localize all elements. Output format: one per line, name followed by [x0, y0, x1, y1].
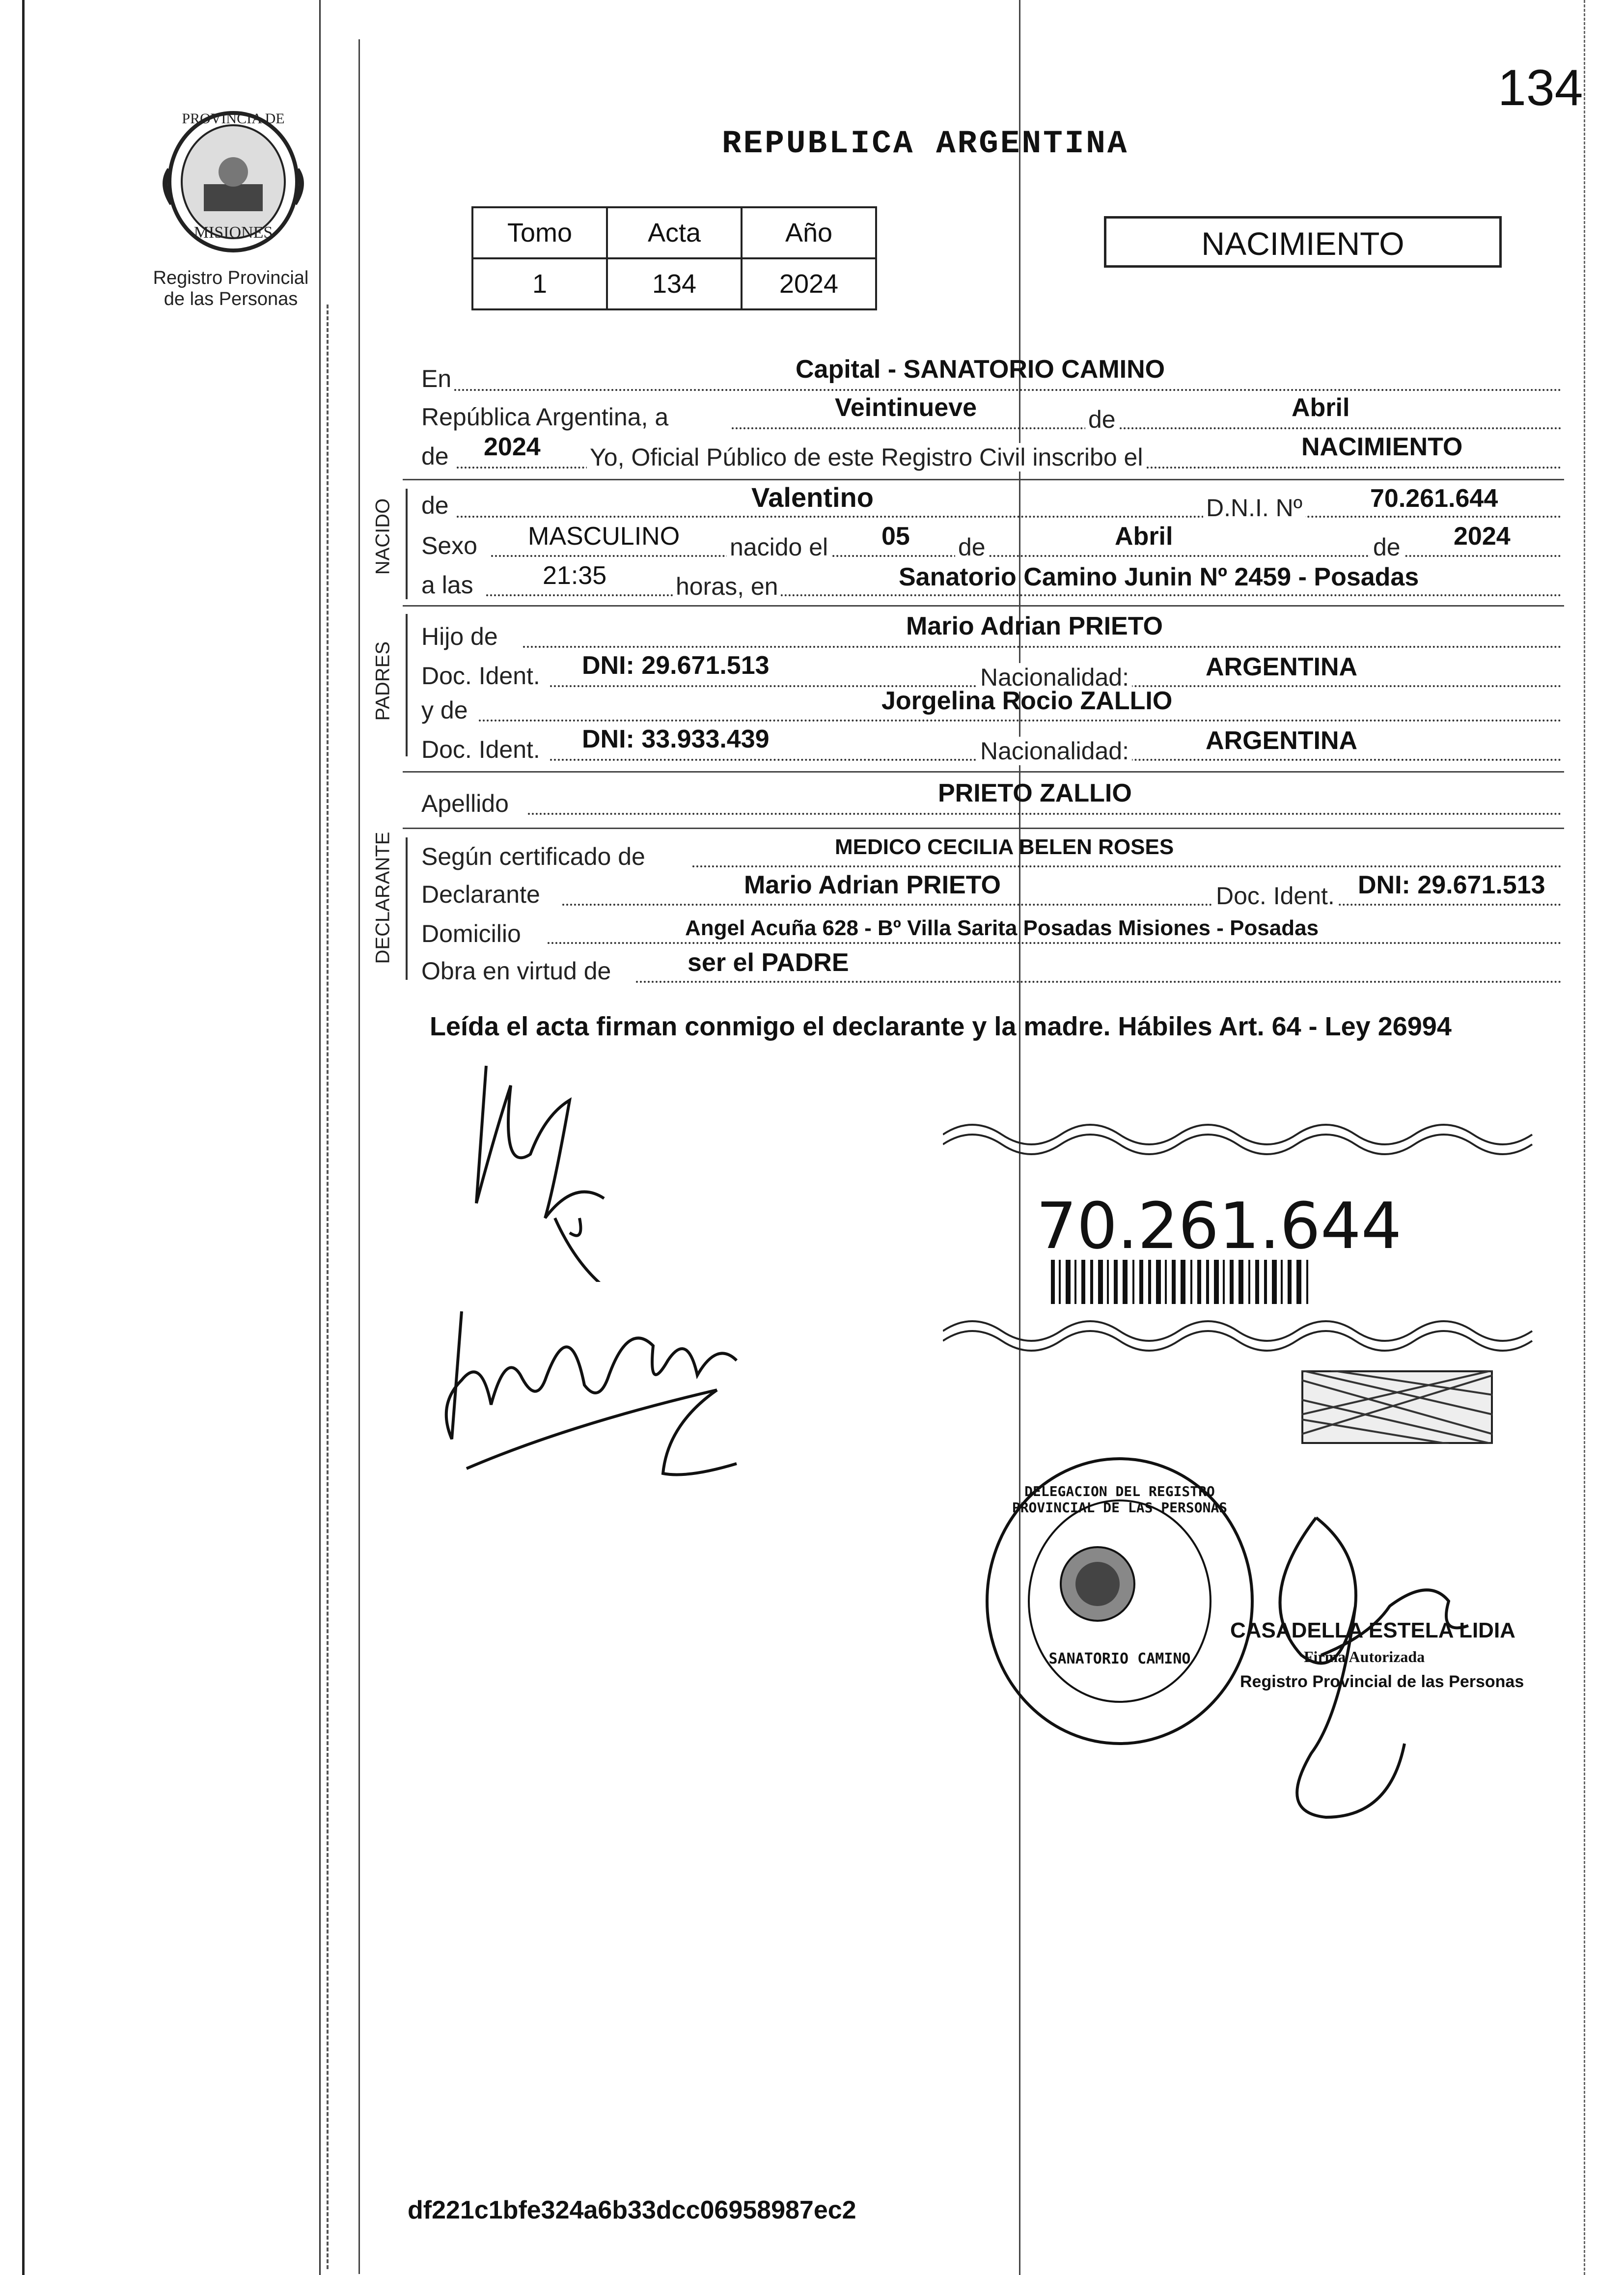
mother-nat-label: Nacionalidad: [977, 737, 1132, 765]
obra-label: Obra en virtud de [421, 957, 611, 985]
hijo-de-label: Hijo de [421, 623, 498, 650]
document-hash: df221c1bfe324a6b33dcc06958987ec2 [408, 2196, 856, 2224]
section-label-declarante: DECLARANTE [372, 832, 394, 964]
en-label: En [421, 365, 452, 392]
declarante-dots [562, 904, 1562, 906]
child-dni-value: 70.261.644 [1370, 484, 1498, 513]
declarant-signature [457, 1056, 633, 1282]
mother-nat-value: ARGENTINA [1206, 726, 1358, 755]
apellido-label: Apellido [421, 790, 509, 817]
section-label-nacido: NACIDO [372, 498, 394, 575]
sexo-value: MASCULINO [528, 522, 680, 551]
table-value-acta: 134 [607, 258, 742, 309]
a-las-label: a las [421, 571, 473, 599]
father-name-value: Mario Adrian PRIETO [906, 612, 1163, 640]
officer-text: Yo, Oficial Público de este Registro Civil inscribo el [587, 443, 1146, 472]
name-de-label: de [421, 492, 449, 519]
mother-dots [479, 720, 1562, 721]
official-registry: Registro Provincial de las Personas [1240, 1672, 1524, 1691]
table-header-ano: Año [742, 207, 876, 258]
document-title: REPUBLICA ARGENTINA [722, 125, 1129, 162]
stamp-inner-text: SANATORIO CAMINO [1048, 1650, 1191, 1667]
horas-label: horas, en [673, 572, 781, 601]
mother-doc-label: Doc. Ident. [421, 736, 540, 763]
year-value: 2024 [484, 433, 541, 461]
sexo-label: Sexo [421, 532, 477, 559]
segun-dots [692, 865, 1562, 867]
birth-day-value: 05 [881, 522, 910, 551]
father-doc-label: Doc. Ident. [421, 662, 540, 690]
child-name-value: Valentino [751, 482, 874, 513]
obra-value: ser el PADRE [688, 948, 849, 977]
table-header-acta: Acta [607, 207, 742, 258]
de-label: de [1085, 405, 1119, 434]
margin-line-1 [319, 0, 321, 2275]
page-number: 134 [1498, 59, 1583, 116]
mother-signature [422, 1292, 776, 1498]
birth-place-value: Sanatorio Camino Junin Nº 2459 - Posadas [899, 563, 1419, 591]
official-role: Firma Autorizada [1304, 1648, 1425, 1665]
table-header-tomo: Tomo [472, 207, 607, 258]
birth-de-label: de [955, 533, 989, 561]
official-name: CASADELLA ESTELA LIDIA [1230, 1618, 1515, 1642]
declarant-value: Mario Adrian PRIETO [744, 871, 1001, 899]
father-nat-label: Nacionalidad: [977, 663, 1132, 692]
table-value-ano: 2024 [742, 258, 876, 309]
declarante-bracket [406, 837, 408, 980]
place-value: Capital - SANATORIO CAMINO [796, 355, 1165, 384]
margin-line-2 [327, 305, 329, 2269]
section-rule-4 [403, 828, 1564, 829]
security-hologram [1301, 1370, 1493, 1444]
y-de-label: y de [421, 696, 468, 724]
section-rule-3 [403, 771, 1564, 773]
apellido-value: PRIETO ZALLIO [938, 779, 1132, 807]
declarant-doc-value: DNI: 29.671.513 [1358, 871, 1545, 899]
nacido-bracket [406, 489, 408, 599]
act-value: NACIMIENTO [1301, 433, 1463, 461]
republica-label: República Argentina, a [421, 403, 669, 431]
declarante-label: Declarante [421, 881, 540, 908]
stamp-outer-text: DELEGACION DEL REGISTRO PROVINCIAL DE LAS PERSONAS [1012, 1483, 1228, 1516]
birth-year-value: 2024 [1454, 522, 1511, 551]
obra-dots [636, 981, 1562, 983]
section-rule-2 [403, 605, 1564, 607]
declarant-doc-label: Doc. Ident. [1213, 882, 1338, 910]
certificate-value: MEDICO CECILIA BELEN ROSES [835, 835, 1174, 859]
segun-label: Según certificado de [421, 843, 645, 870]
domicilio-label: Domicilio [421, 920, 521, 947]
right-border-line [1584, 0, 1585, 2275]
table-value-tomo: 1 [472, 258, 607, 309]
father-nat-value: ARGENTINA [1206, 653, 1358, 681]
padres-bracket [406, 614, 408, 756]
father-doc-value: DNI: 29.671.513 [582, 651, 770, 680]
day-words-value: Veintinueve [835, 393, 977, 422]
seal-top-text: PROVINCIA DE [182, 111, 285, 127]
sticker-id-number: 70.261.644 [1036, 1189, 1402, 1263]
registry-name-line1: Registro Provincial [153, 268, 309, 288]
section-label-padres: PADRES [372, 641, 394, 721]
en-dots [454, 389, 1562, 391]
dni-label: D.N.I. Nº [1203, 494, 1305, 522]
mother-doc-value: DNI: 33.933.439 [582, 725, 770, 753]
act-type-label: NACIMIENTO [1201, 225, 1404, 262]
name-dots [457, 516, 1562, 518]
nacido-el-label: nacido el [727, 533, 831, 561]
de-year-label: de [421, 443, 449, 470]
address-value: Angel Acuña 628 - Bº Villa Sarita Posadas Misiones - Posadas [685, 916, 1319, 940]
closing-text: Leída el acta firman conmigo el declarante y la madre. Hábiles Art. 64 - Ley 26994 [430, 1012, 1452, 1041]
birth-month-value: Abril [1115, 522, 1173, 551]
birth-time-value: 21:35 [543, 561, 607, 590]
birth-de-year-label: de [1370, 533, 1404, 561]
apellido-dots [528, 813, 1562, 815]
margin-line-3 [358, 39, 360, 2274]
left-border-line [22, 0, 25, 2275]
month-value: Abril [1292, 393, 1350, 422]
father-dots [523, 646, 1562, 648]
mother-name-value: Jorgelina Rocio ZALLIO [881, 687, 1173, 715]
tomo-acta-ano-table [471, 206, 877, 310]
republica-dots [732, 427, 1562, 429]
time-dots [486, 594, 1562, 596]
section-rule-1 [403, 479, 1564, 480]
seal-bottom-text: MISIONES [193, 223, 273, 242]
registry-name-line2: de las Personas [164, 289, 298, 309]
domicilio-dots [548, 942, 1562, 944]
